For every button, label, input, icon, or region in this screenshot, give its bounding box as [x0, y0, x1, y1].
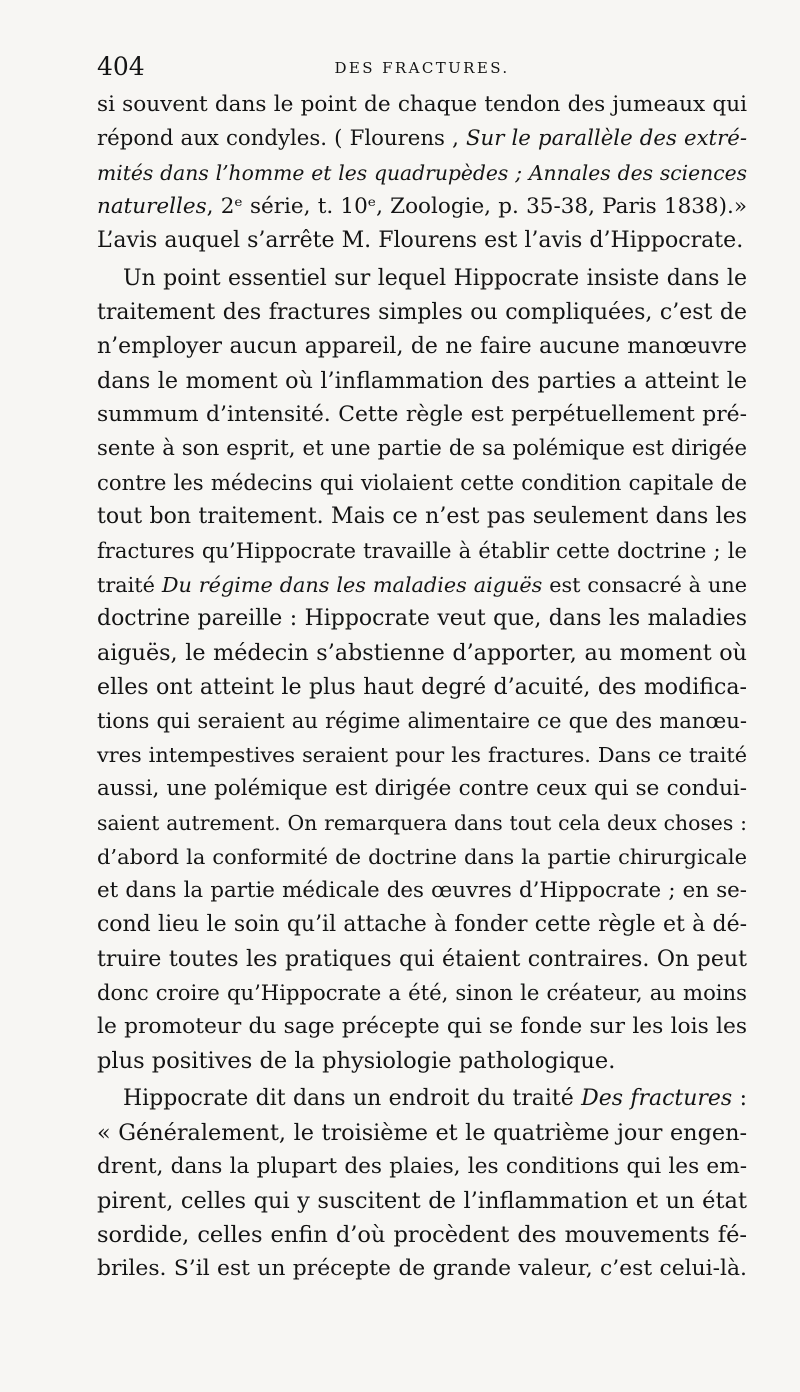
- text-segment: d’abord la conformité de doctrine dans la partie chirurgicale: [97, 845, 747, 869]
- text-line: [97, 1184, 747, 1218]
- text-segment: le promoteur du sage précepte qui se fonde sur les lois les: [97, 1014, 747, 1039]
- text-line: [97, 1252, 747, 1286]
- text-segment: si souvent dans le point de chaque tendon des jumeaux qui: [97, 92, 747, 117]
- running-head-title: DES FRACTURES.: [334, 59, 510, 77]
- text-segment: donc croire qu’Hippocrate a été, sinon le créateur, au moins: [97, 980, 747, 1005]
- text-segment: contre les médecins qui violaient cette condition capitale de: [97, 470, 747, 495]
- text-segment: doctrine pareille : Hippocrate veut que, dans les maladies: [97, 606, 747, 631]
- text-segment: tout bon traitement. Mais ce n’est pas seulement dans les: [97, 504, 747, 529]
- text-segment: L’avis auquel s’arrête M. Flourens est l’avis d’Hippocrate.: [97, 228, 744, 253]
- text-line: [97, 704, 747, 738]
- text-line: [97, 568, 747, 602]
- body-text: [97, 88, 747, 1286]
- text-segment: truire toutes les pratiques qui étaient contraires. On peut: [97, 946, 747, 972]
- text-line: [97, 224, 747, 258]
- text-segment: répond aux condyles. ( Flourens ,: [97, 126, 466, 151]
- text-segment: plus positives de la physiologie pathologique.: [97, 1048, 616, 1074]
- text-line: [97, 296, 747, 330]
- italic-text: Sur le parallèle des extré-: [465, 126, 748, 151]
- text-line: [97, 602, 747, 636]
- text-line: [97, 806, 747, 840]
- italic-text: Des fractures: [581, 1086, 733, 1111]
- italic-text: Du régime dans les maladies aiguës: [161, 573, 543, 597]
- text-line: [97, 500, 747, 534]
- text-segment: :: [732, 1086, 747, 1111]
- text-segment: , 2ᵉ série, t. 10ᵉ, Zoologie, p. 35-38, Paris 1838).»: [206, 194, 747, 219]
- italic-text: mités dans l’homme et les quadrupèdes ; Annales des sciences: [97, 161, 747, 185]
- text-line: [97, 840, 747, 874]
- text-segment: pirent, celles qui y suscitent de l’inflammation et un état: [97, 1188, 747, 1214]
- text-segment: traité: [97, 573, 162, 597]
- text-segment: dans le moment où l’inflammation des parties a atteint le: [97, 368, 747, 394]
- text-segment: traitement des fractures simples ou compliquées, c’est de: [97, 300, 747, 325]
- running-head: [97, 50, 747, 84]
- text-segment: n’employer aucun appareil, de ne faire aucune manœuvre: [97, 334, 747, 359]
- text-line: [97, 1010, 747, 1044]
- text-line: [97, 534, 747, 568]
- text-segment: fractures qu’Hippocrate travaille à établir cette doctrine ; le: [97, 538, 747, 563]
- text-line: [97, 88, 747, 122]
- text-segment: summum d’intensité. Cette règle est perpétuellement pré-: [97, 402, 747, 427]
- text-segment: sordide, celles enfin d’où procèdent des mouvements fé-: [97, 1222, 747, 1248]
- text-line: [97, 1116, 747, 1150]
- text-line: [97, 1218, 747, 1252]
- text-line: [97, 190, 747, 224]
- text-segment: est consacré à une: [542, 573, 747, 597]
- text-segment: et dans la partie médicale des œuvres d’Hippocrate ; en se-: [97, 878, 747, 903]
- text-segment: briles. S’il est un précepte de grande valeur, c’est celui-là.: [97, 1256, 747, 1281]
- text-segment: Hippocrate dit dans un endroit du traité: [123, 1086, 582, 1111]
- text-segment: aiguës, le médecin s’abstienne d’apporter, au moment où: [97, 640, 747, 666]
- text-line: [97, 738, 747, 772]
- text-line: [97, 908, 747, 942]
- text-segment: Un point essentiel sur lequel Hippocrate insiste dans le: [123, 266, 747, 291]
- page-number: 404: [97, 52, 145, 81]
- text-line: [97, 330, 747, 364]
- text-segment: saient autrement. On remarquera dans tout cela deux choses :: [97, 811, 747, 835]
- text-segment: elles ont atteint le plus haut degré d’acuité, des modifica-: [97, 674, 747, 700]
- text-line: [97, 1044, 747, 1078]
- text-line: [97, 874, 747, 908]
- text-line: [97, 1082, 747, 1116]
- text-line: [97, 670, 747, 704]
- text-line: [97, 364, 747, 398]
- text-line: [97, 122, 747, 156]
- italic-text: naturelles: [97, 194, 207, 219]
- text-segment: tions qui seraient au régime alimentaire ce que des manœu-: [97, 708, 747, 733]
- text-segment: sente à son esprit, et une partie de sa polémique est dirigée: [97, 436, 747, 461]
- text-line: [97, 772, 747, 806]
- text-line: [97, 636, 747, 670]
- text-segment: vres intempestives seraient pour les fractures. Dans ce traité: [97, 743, 747, 767]
- text-segment: cond lieu le soin qu’il attache à fonder cette règle et à dé-: [97, 912, 747, 937]
- text-line: [97, 262, 747, 296]
- text-segment: « Généralement, le troisième et le quatrième jour engen-: [97, 1120, 747, 1146]
- text-line: [97, 976, 747, 1010]
- text-line: [97, 156, 747, 190]
- text-line: [97, 398, 747, 432]
- text-line: [97, 432, 747, 466]
- text-segment: aussi, une polémique est dirigée contre ceux qui se condui-: [97, 776, 747, 801]
- text-segment: drent, dans la plupart des plaies, les conditions qui les em-: [97, 1154, 747, 1179]
- text-line: [97, 1150, 747, 1184]
- text-line: [97, 466, 747, 500]
- text-line: [97, 942, 747, 976]
